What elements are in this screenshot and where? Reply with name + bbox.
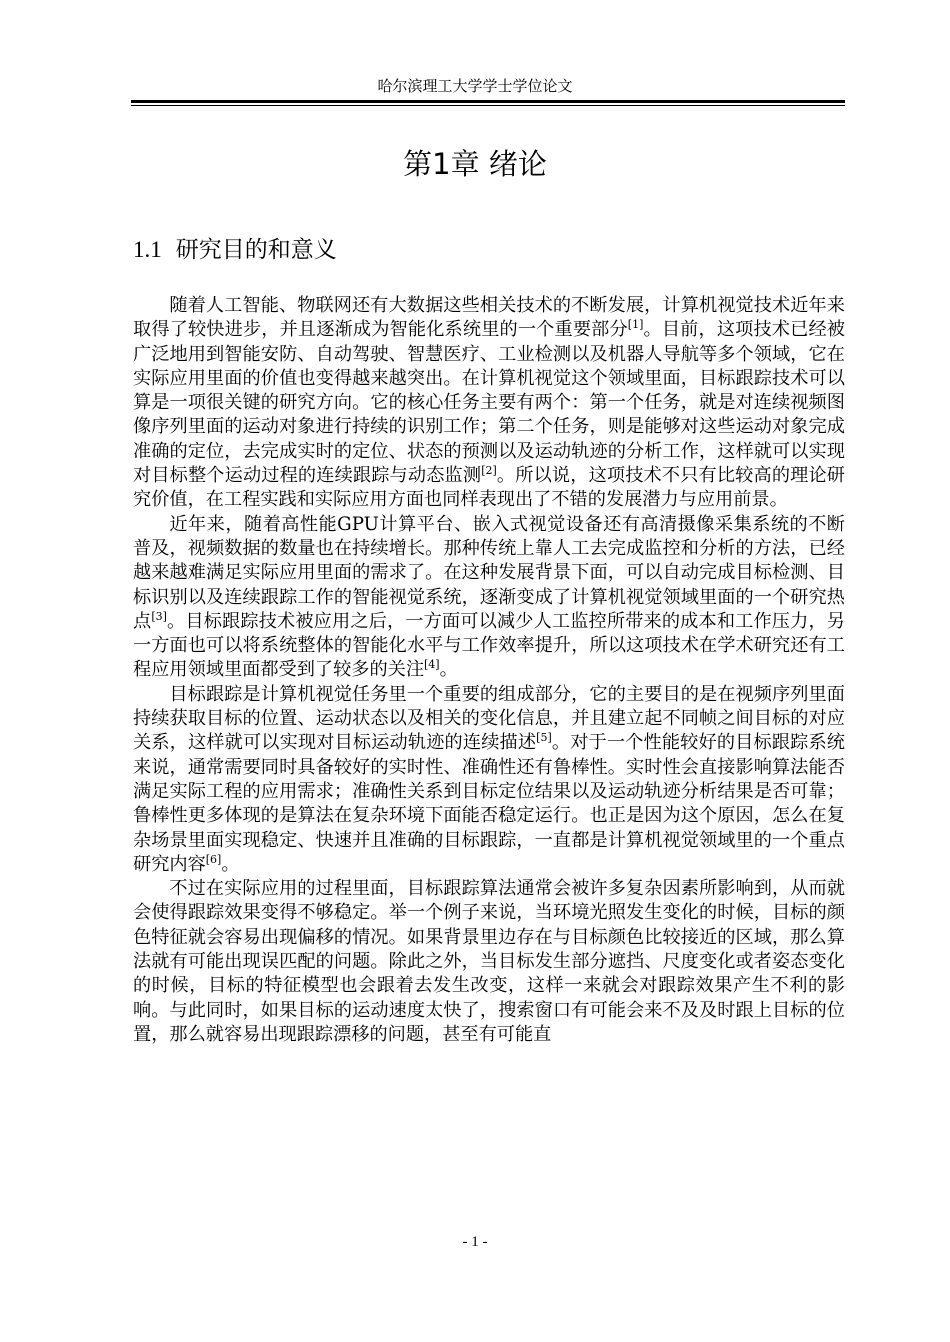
paragraph-text: 不过在实际应用的过程里面，目标跟踪算法通常会被许多复杂因素所影响到，从而就会使得跟踪效果变得不够稳定。举一个例子来说，当环境光照发生变化的时候，目标的颜色特征就会容易出现偏移的情况。如果背景里边存在与目标颜色比较接近的区域，那么算法就有可能出现误匹配的问题。除此之外，当目标发生部分遮挡、尺度变化或者姿态变化的时候，目标的特征模型也会跟着去发生改变，这样一来就会对跟踪效果产生不利的影响。与此同时，如果目标的运动速度太快了，搜索窗口有可能会来不及及时跟上目标的位置，那么就容易出现跟踪漂移的问题，甚至有可能直 [133,878,845,1045]
header-rule-thick [131,100,845,103]
running-header: 哈尔滨理工大学学士学位论文 [377,77,573,95]
paragraph-3 [133,683,845,877]
paragraph-2 [133,513,845,683]
paragraph-4 [133,877,845,1047]
paragraph-text: 近年来，随着高性能GPU计算平台、嵌入式视觉设备还有高清摄像采集系统的不断普及，视频数据的数量也在持续增长。那种传统上靠人工去完成监控和分析的方法，已经越来越难满足实际应用里面的需求了。在这种发展背景下面，可以自动完成目标检测、目标识别以及连续跟踪工作的智能视觉系统，逐渐变成了计算机视觉领域里面的一个研究热点 [133,513,845,632]
page-number: - 1 - [462,1234,488,1250]
paragraph-text: 。对于一个性能较好的目标跟踪系统来说，通常需要同时具备较好的实时性、准确性还有鲁棒性。实时性会直接影响算法能否满足实际工程的应用需求；准确性关系到目标定位结果以及运动轨迹分析结果是否可靠；鲁棒性更多体现的是算法在复杂环境下面能否稳定运行。也正是因为这个原因，怎么在复杂场景里面实现稳定、快速并且准确的目标跟踪，一直都是计算机视觉领域里的一个重点研究内容 [133,732,845,875]
paragraph-text: 。 [221,853,240,875]
citation: [1] [627,318,644,332]
header-rule-thin [131,105,845,106]
paragraph-text: 。目标跟踪技术被应用之后，一方面可以减少人工监控所带来的成本和工作压力，另一方面也可以将系统整体的智能化水平与工作效率提升，所以这项技术在学术研究还有工程应用领域里面都受到了较多的关注 [133,610,845,681]
section-title: 研究目的和意义 [175,237,337,263]
section-number: 1.1 [133,237,162,262]
paragraph-text: 。所以说，这项技术不只有比较高的理论研究价值，在工程实践和实际应用方面也同样表现出了不错的发展潜力与应用前景。 [133,465,845,511]
paragraph-text: 随着人工智能、物联网还有大数据这些相关技术的不断发展，计算机视觉技术近年来取得了较快进步，并且逐渐成为智能化系统里的一个重要部分 [133,295,845,341]
paragraph-text: 目标跟踪是计算机视觉任务里一个重要的组成部分，它的主要目的是在视频序列里面持续获取目标的位置、运动状态以及相关的变化信息，并且建立起不同帧之间目标的对应关系，这样就可以实现对目标运动轨迹的连续描述 [133,683,845,754]
citation: [2] [481,464,497,478]
paragraph-text: 。目前，这项技术已经被广泛地用到智能安防、自动驾驶、智慧医疗、工业检测以及机器人导航等多个领域，它在实际应用里面的价值也变得越来越突出。在计算机视觉这个领域里面，目标跟踪技术可以算是一项很关键的研究方向。它的核心任务主要有两个：第一个任务，就是对连续视频图像序列里面的运动对象进行持续的识别工作；第二个任务，则是能够对这些运动对象完成准确的定位，去完成实时的定位、状态的预测以及运动轨迹的分析工作，这样就可以实现对目标整个运动过程的连续跟踪与动态监测 [133,319,845,487]
section-heading [133,232,337,268]
body-text [133,294,845,1047]
citation: [4] [424,658,440,672]
chapter-title: 第1章 绪论 [403,147,547,181]
paragraph-1 [133,294,845,513]
citation: [3] [151,609,167,623]
citation: [5] [536,731,552,745]
citation: [6] [205,852,222,866]
paragraph-text: 。 [439,659,458,681]
